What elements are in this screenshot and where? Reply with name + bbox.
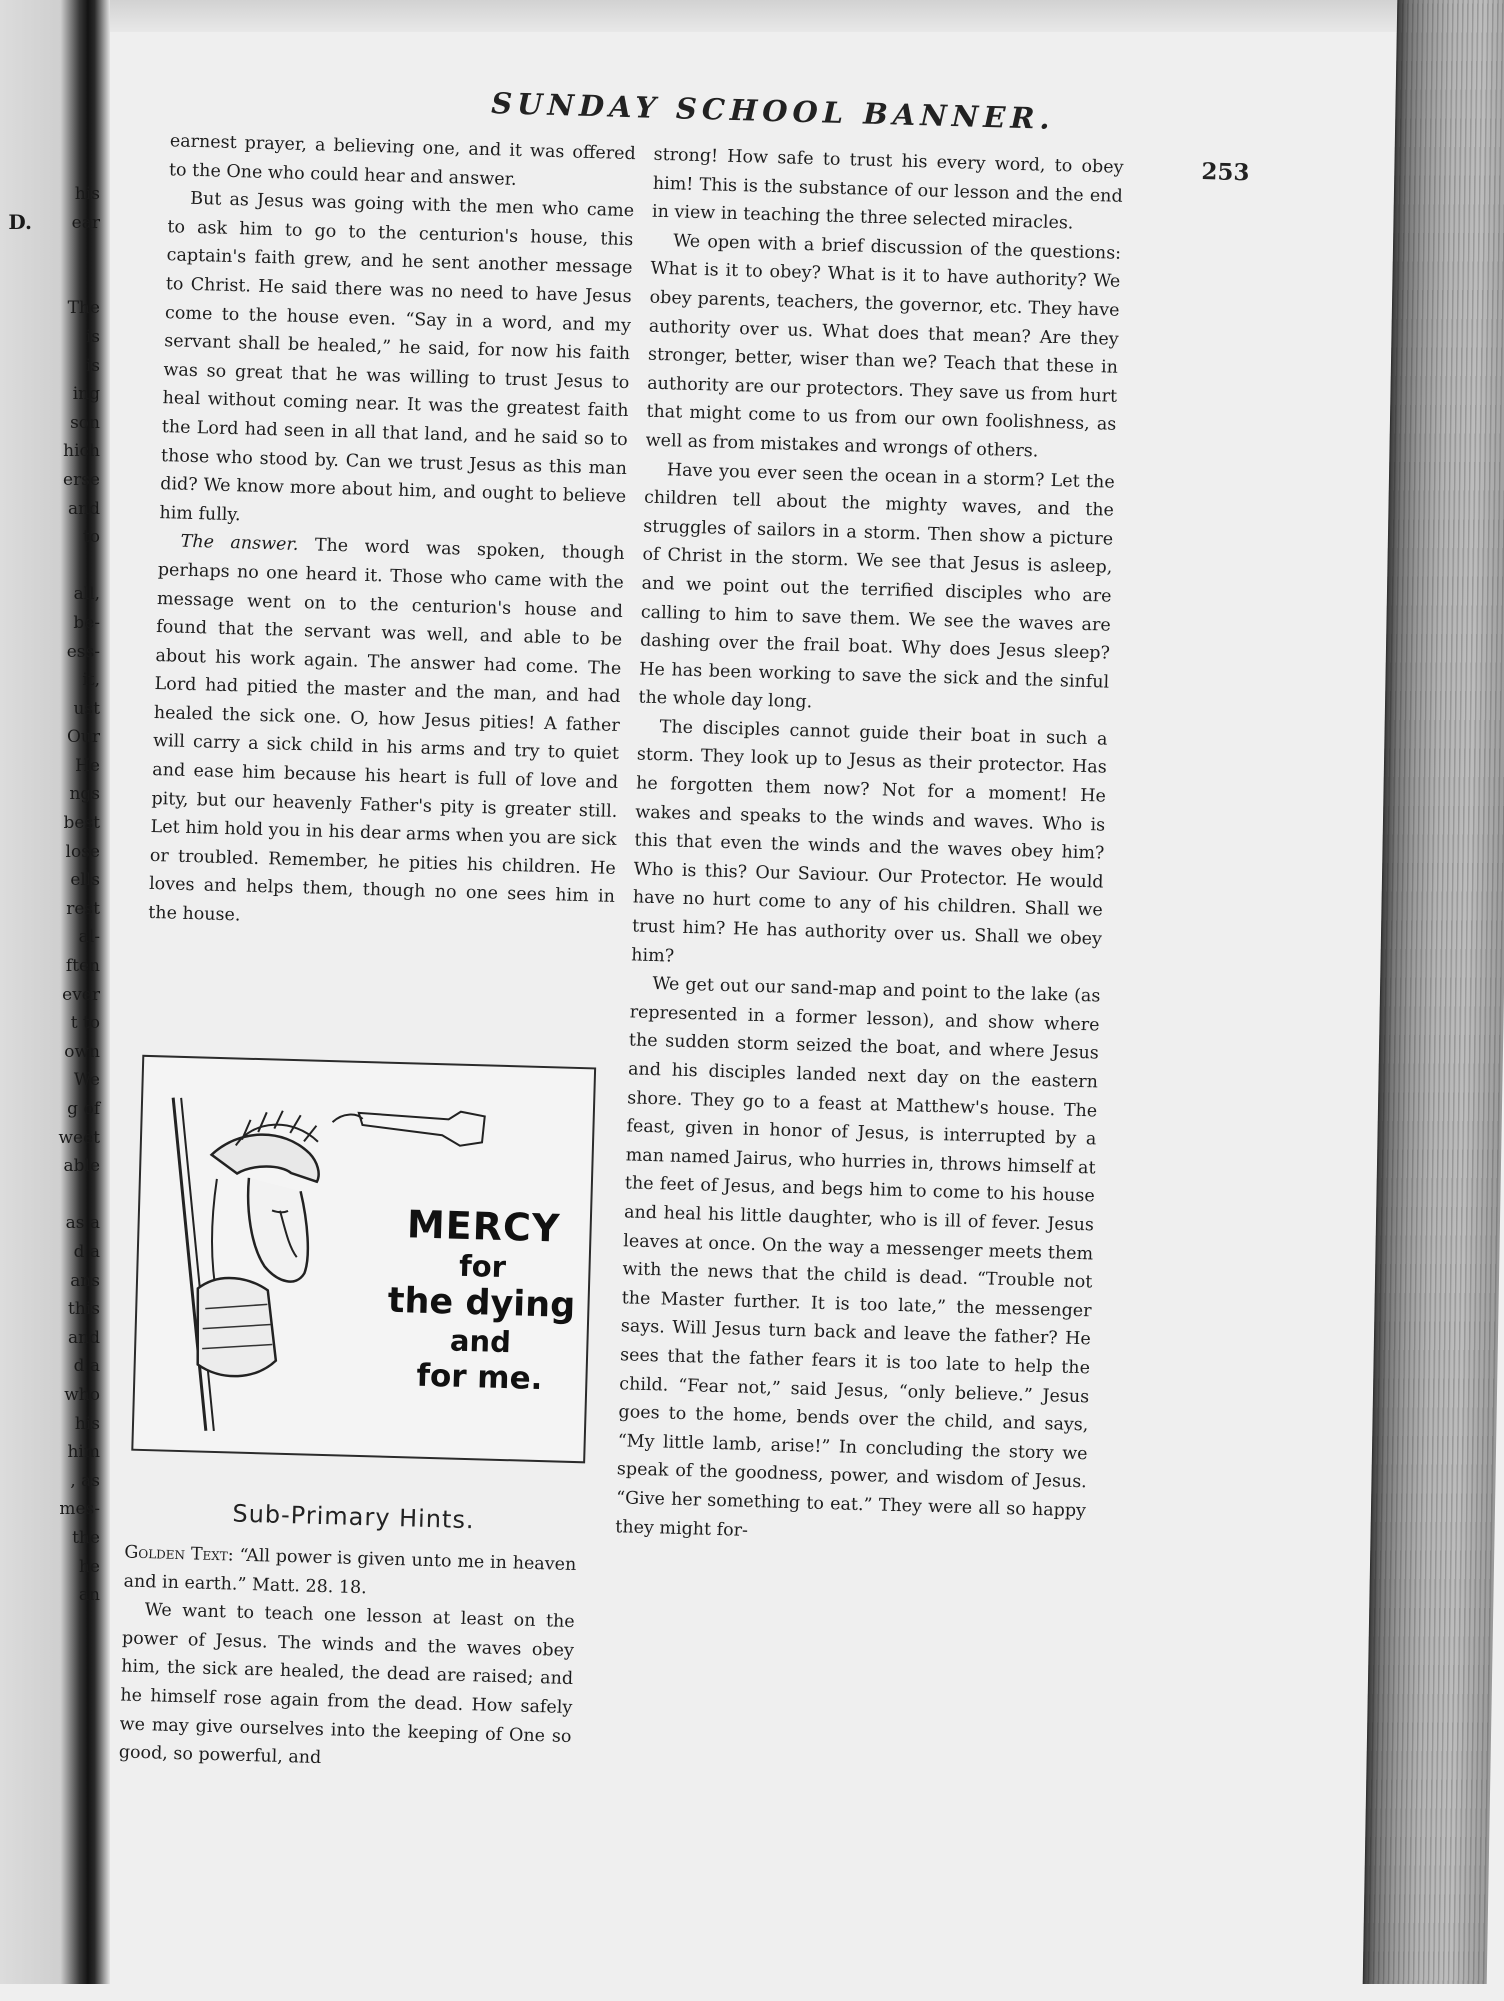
- previous-page-line-end: [0, 237, 100, 266]
- previous-page-line-end: ften: [65, 956, 100, 977]
- previous-page-line-end: he: [78, 1556, 100, 1577]
- previous-page-line-end: ess-: [66, 641, 100, 662]
- previous-page-line-end: who: [64, 1384, 100, 1405]
- previous-page-line-end: son: [70, 412, 100, 433]
- paragraph: But as Jesus was going with the men who came to ask him to go to the centurion's house, this captain's faith grew, and he sent another message to Christ. He said there was no need to have Jesus come to the house even. “Say in a word, and my servant shall be healed,” he said, for now his faith was so great that he was willing to trust Jesus to heal without coming near. It was the greatest faith the Lord had seen in all that land, and he said so to those who stood by. Can we trust Jesus as this man did? We know more about him, and ought to believe him fully.: [159, 188, 635, 526]
- previous-page-line-end: erse: [63, 469, 100, 490]
- column-left-bottom: [118, 1539, 576, 1780]
- paragraph: We open with a brief discussion of the questions: What is it to obey? What is it to have authority? We obey parents, teachers, the governor, etc. They have authority over us. What does that mean? Are they stronger, better, wiser than we? Teach that these in authority are our protectors. They save us from hurt that might come to us from our own foolishness, as well as from mistakes and wrongs of others.: [645, 231, 1122, 462]
- previous-page-line-end: [0, 552, 100, 581]
- previous-page-line-end: Our: [66, 727, 100, 748]
- previous-page-margin: [0, 180, 100, 1610]
- previous-page-line-end: He: [75, 755, 100, 776]
- previous-page-line-end: as a: [65, 1213, 100, 1234]
- paragraph: Have you ever seen the ocean in a storm? Let the children tell about the mighty waves, and the struggles of sailors in a storm. Then show a picture of Christ in the storm. We see that Jesus is asleep, and we point out the terrified disciples who are calling to him to save them. We see the waves are dashing over the frail boat. Why does Jesus sleep? He has been working to save the sick and the sinful the whole day long.: [638, 459, 1115, 713]
- previous-page-line-end: t to: [70, 1013, 100, 1034]
- previous-page-line-end: is: [85, 326, 100, 347]
- section-heading: Sub-Primary Hints.: [232, 1499, 475, 1535]
- previous-page-line-end: this: [68, 1299, 100, 1320]
- mercy-slogan: [379, 1202, 584, 1399]
- previous-page-line-end: , as: [70, 1470, 100, 1491]
- slogan-line: for: [458, 1248, 507, 1284]
- previous-page-line-end: ust: [73, 698, 100, 719]
- previous-page-line-end: it,: [82, 670, 100, 691]
- previous-page-line-end: and: [68, 498, 100, 519]
- previous-page-line-end: ells: [70, 870, 100, 891]
- previous-page-line-end: be-: [73, 612, 100, 633]
- answer-text: The word was spoken, though perhaps no one heard it. Those who came with the message went on to the centurion's house and found that the servant was well, and able to be about his work again. The answer had come. The Lord had pitied the master and the man, and had healed the sick one. O, how Jesus pities! A father will carry a sick child in his arms and try to quiet and ease him because his heart is full of love and pity, but our heavenly Father's pity is greater still. Let him hold you in his dear arms when you are sick or troubled. Remember, he pities his children. He loves and helps them, though no one sees him in the house.: [148, 535, 625, 926]
- previous-page-line-end: and: [68, 1327, 100, 1348]
- slogan-line: for me.: [416, 1357, 543, 1397]
- previous-page-line-end: g of: [67, 1099, 100, 1119]
- previous-page-line-end: own: [64, 1041, 100, 1062]
- previous-page-line-end: him: [67, 1442, 100, 1463]
- slogan-line: the dying: [387, 1280, 576, 1327]
- previous-page-line-end: best: [63, 813, 100, 834]
- previous-page-line-end: The: [67, 298, 100, 319]
- page: [81, 14, 1407, 2001]
- previous-page-line-end: We: [73, 1070, 100, 1091]
- paragraph: We get out our sand-map and point to the lake (as represented in a former lesson), and show where the sudden storm seized the boat, and where Jesus and his disciples landed next day on the eastern shore. They go to a feast at Matthew's house. The feast, given in honor of Jesus, is interrupted by a man named Jairus, who hurries in, throws himself at the feet of Jesus, and begs him to come to his house and heal his little daughter, who is ill of fever. Jesus leaves at once. On the way a messenger meets them with the news that the child is dead. “Trouble not the Master further. It is too late,” the messenger says. Will Jesus turn back and leave the father? He sees that the father fears it is too late to help the child. “Fear not,” said Jesus, “only believe.” Jesus goes to the home, bends over the child, and says, “My little lamb, arise!” In concluding the story we speak of the goodness, power, and wisdom of Jesus. “Give her something to eat.” They were all so happy they might for-: [615, 974, 1101, 1541]
- previous-page-fragment: D.: [8, 210, 32, 234]
- previous-page-line-end: his: [74, 1413, 100, 1434]
- page-number: 253: [1201, 158, 1250, 187]
- previous-page-line-end: [0, 266, 100, 295]
- previous-page-line-end: to: [82, 527, 100, 548]
- answer-paragraph: [148, 527, 625, 940]
- previous-page-line-end: his: [74, 184, 100, 204]
- previous-page-line-end: ngs: [69, 784, 100, 805]
- previous-page-line-end: ans: [70, 1270, 100, 1291]
- previous-page-line-end: hich: [63, 441, 100, 462]
- previous-page-line-end: ing: [72, 384, 100, 405]
- slogan-line: MERCY: [406, 1202, 561, 1251]
- golden-text-label: Golden Text:: [124, 1542, 235, 1566]
- previous-page-line-end: an: [78, 1585, 100, 1606]
- running-head: SUNDAY SCHOOL BANNER.: [490, 86, 1056, 136]
- paragraph: strong! How safe to trust his every word, to obey him! This is the substance of our lesson and the end in view in teaching the three selected miracles.: [651, 144, 1124, 234]
- previous-page-line-end: is: [85, 355, 100, 376]
- golden-text: Golden Text: “All power is given unto me in heaven and in earth.” Matt. 28. 18.: [123, 1542, 577, 1598]
- previous-page-line-end: all,: [73, 584, 100, 605]
- paragraph: earnest prayer, a believing one, and it was offered to the One who could hear and answer.: [168, 131, 636, 190]
- column-right: [615, 141, 1124, 1555]
- previous-page-line-end: ear: [71, 212, 100, 233]
- paragraph: The disciples cannot guide their boat in such a storm. They look up to Jesus as their protector. Has he forgotten them now? Not for a moment! He wakes and speaks to the winds and waves. Who is this that even the winds and the waves obey him? Who is this? Our Saviour. Our Protector. He would have no hurt come to any of his children. Shall we trust him? He has authority over us. Shall we obey him?: [631, 716, 1108, 967]
- previous-page-line-end: d a: [73, 1241, 100, 1262]
- previous-page-line-end: [0, 1181, 100, 1210]
- paragraph: We want to teach one lesson at least on the power of Jesus. The winds and the waves obey him, the sick are healed, the dead are raised; and he himself rose again from the dead. How safely we may give ourselves into the keeping of One so good, so powerful, and: [118, 1600, 575, 1769]
- mercy-illustration: [131, 1055, 596, 1464]
- column-left-top: [148, 127, 636, 940]
- previous-page-line-end: the: [72, 1527, 100, 1548]
- previous-page-line-end: weet: [58, 1127, 100, 1148]
- answer-label: The answer.: [180, 531, 299, 556]
- slogan-line: and: [449, 1323, 512, 1360]
- previous-page-line-end: able: [63, 1156, 100, 1177]
- previous-page-line-end: lose: [65, 841, 100, 862]
- previous-page-line-end: d a: [73, 1356, 100, 1377]
- previous-page-line-end: ever: [62, 984, 100, 1005]
- previous-page-line-end: rest: [66, 898, 100, 919]
- previous-page-line-end: al-: [78, 927, 100, 948]
- previous-page-line-end: mes-: [59, 1499, 100, 1520]
